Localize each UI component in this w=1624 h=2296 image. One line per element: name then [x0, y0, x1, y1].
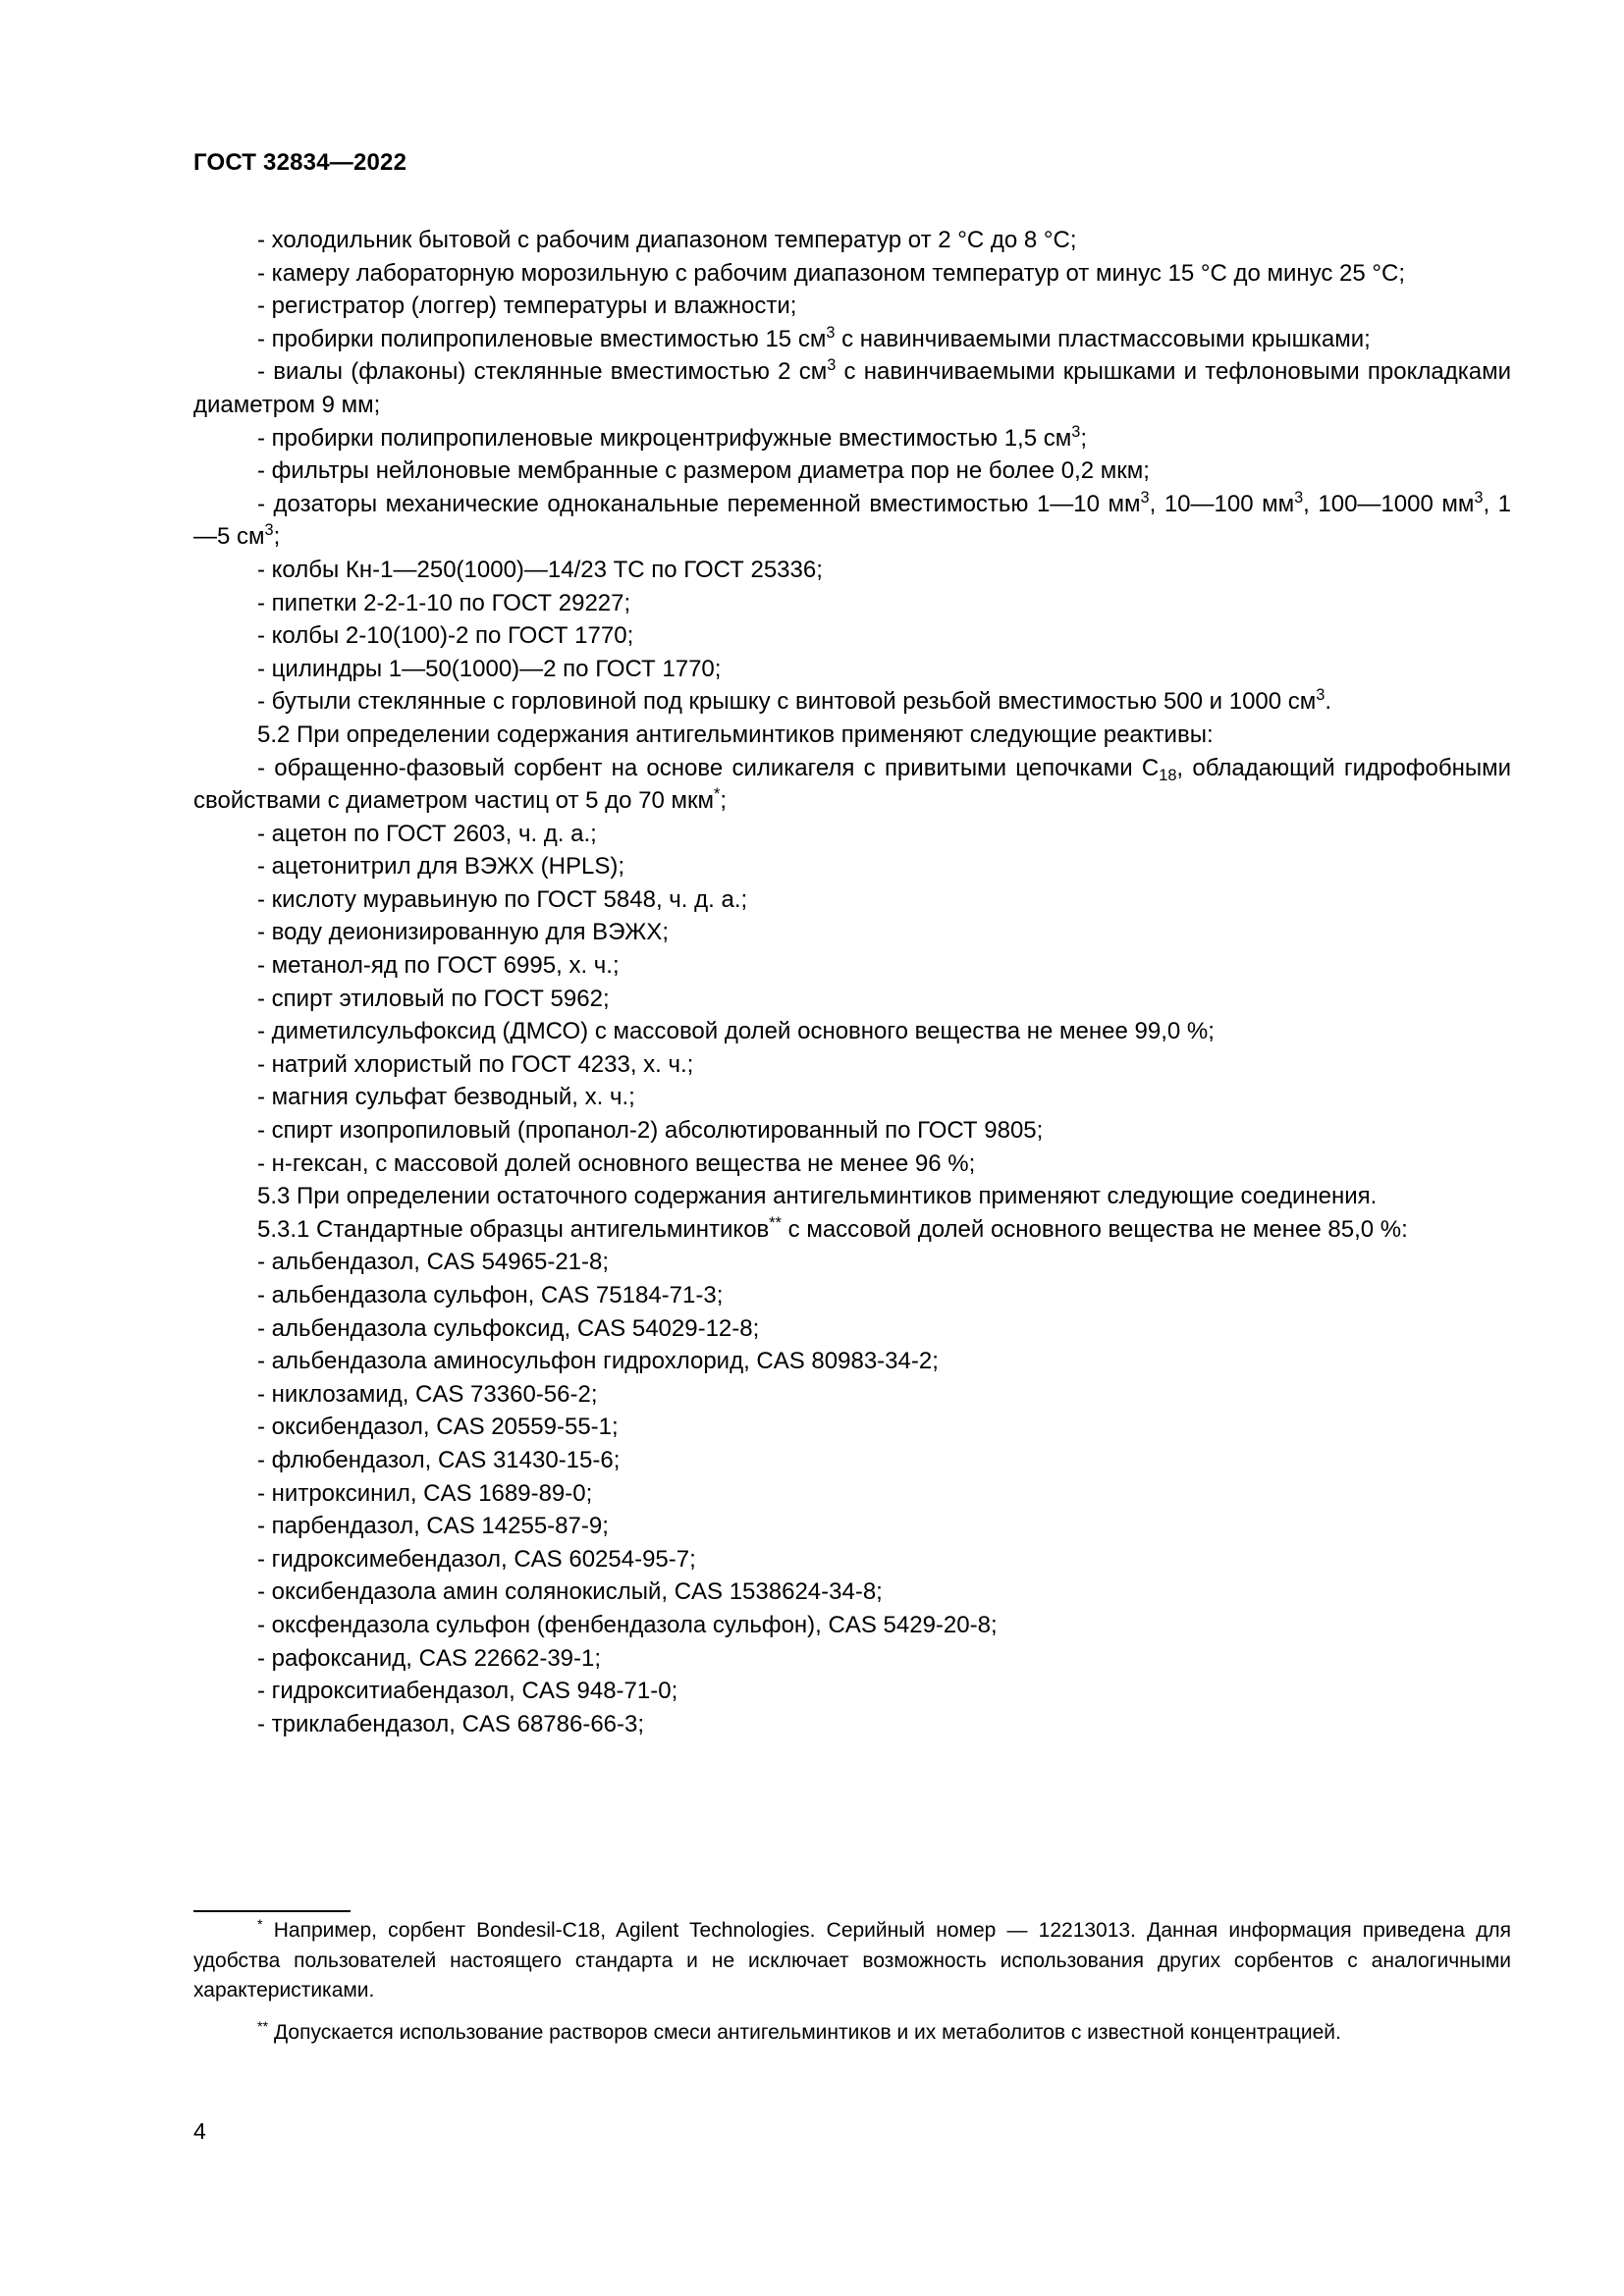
footnote-1: * Например, сорбент Bondesil-C18, Agilent Technologies. Серийный номер — 12213013. Данная информация приведена для удобства пользователей настоящего стандарта и не исключает возможность использования других сорбентов с аналогичными характеристиками.: [193, 1917, 1511, 2002]
standard-item: - гидрокситиабендазол, CAS 948-71-0;: [257, 1678, 678, 1705]
reagent-item: - ацетон по ГОСТ 2603, ч. д. а.;: [257, 820, 597, 847]
standard-item: - триклабендазол, CAS 68786-66-3;: [257, 1710, 645, 1737]
standard-item: - нитроксинил, CAS 1689-89-0;: [257, 1479, 593, 1507]
footnote-divider: [193, 1910, 351, 1912]
reagent-item: - спирт изопропиловый (пропанол-2) абсолютированный по ГОСТ 9805;: [257, 1117, 1044, 1145]
equipment-item-filters: - фильтры нейлоновые мембранные с размером диаметра пор не более 0,2 мкм;: [257, 457, 1150, 485]
document-body: [193, 224, 1511, 1740]
standard-item: - парбендазол, CAS 14255-87-9;: [257, 1513, 609, 1540]
equipment-item: - цилиндры 1—50(1000)—2 по ГОСТ 1770;: [257, 655, 722, 682]
section-5-2-heading: 5.2 При определении содержания антигельминтиков применяют следующие реактивы:: [257, 721, 1214, 748]
standard-item: - альбендазола сульфон, CAS 75184-71-3;: [257, 1282, 724, 1308]
standard-item: - оксибендазол, CAS 20559-55-1;: [257, 1414, 619, 1441]
equipment-item-micro-tubes: - пробирки полипропиленовые микроцентрифужные вместимостью 1,5 $см^3$;: [257, 422, 1087, 452]
section-5-3-1-heading: 5.3.1 Стандартные образцы антигельминтиков** с массовой долей основного вещества не менее 85,0 %:: [257, 1213, 1408, 1243]
reagent-item: - н-гексан, с массовой долей основного вещества не менее 96 %;: [257, 1149, 976, 1177]
equipment-item-dosers: - дозаторы механические одноканальные переменной вместимостью 1—10 $мм^3$, 10—100 $мм^3$, 100—1000 $мм^3$, 1—5 $см^3$;: [193, 488, 1511, 551]
standard-item: - альбендазола сульфоксид, CAS 54029-12-8;: [257, 1314, 760, 1342]
standard-item: - флюбендазол, CAS 31430-15-6;: [257, 1446, 621, 1473]
equipment-item: - пипетки 2-2-1-10 по ГОСТ 29227;: [257, 589, 631, 616]
section-5-3-heading: 5.3 При определении остаточного содержания антигельминтиков применяют следующие соединения.: [257, 1183, 1378, 1210]
equipment-item-vials: - виалы (флаконы) стеклянные вместимостью 2 $см^3$ с навинчиваемыми крышками и тефлоновыми прокладками диаметром 9 мм;: [193, 356, 1511, 418]
reagent-item: - магния сульфат безводный, х. ч.;: [257, 1084, 635, 1111]
equipment-item: - регистратор (логгер) температуры и влажности;: [257, 293, 797, 320]
reagent-item: - кислоту муравьиную по ГОСТ 5848, ч. д. а.;: [257, 885, 748, 913]
reagent-item: - диметилсульфоксид (ДМСО) с массовой долей основного вещества не менее 99,0 %;: [257, 1018, 1215, 1045]
reagent-item: - воду деионизированную для ВЭЖХ;: [257, 919, 669, 946]
standard-item: - альбендазол, CAS 54965-21-8;: [257, 1249, 610, 1276]
standard-item: - гидроксимебендазол, CAS 60254-95-7;: [257, 1545, 696, 1573]
equipment-item-tubes: - пробирки полипропиленовые вместимостью 15 $см^3$ с навинчиваемыми пластмассовыми крышками;: [257, 323, 1371, 352]
equipment-item: - камеру лабораторную морозильную с рабочим диапазоном температур от минус 15 °С до минус 25 °С;: [257, 259, 1406, 287]
reagent-item: - метанол-яд по ГОСТ 6995, х. ч.;: [257, 952, 620, 980]
standard-item: - альбендазола аминосульфон гидрохлорид, CAS 80983-34-2;: [257, 1348, 939, 1375]
equipment-item: - колбы Кн-1—250(1000)—14/23 ТС по ГОСТ 25336;: [257, 556, 823, 583]
reagent-item: - ацетонитрил для ВЭЖХ (HPLS);: [257, 853, 625, 881]
equipment-item-bottles: - бутыли стеклянные с горловиной под крышку с винтовой резьбой вместимостью 500 и 1000 $см^3$.: [257, 686, 1332, 716]
standard-item: - рафоксанид, CAS 22662-39-1;: [257, 1644, 602, 1672]
equipment-item: - холодильник бытовой с рабочим диапазоном температур от 2 °С до 8 °С;: [257, 227, 1077, 253]
footnotes: [193, 1916, 1511, 2059]
reagent-item: - натрий хлористый по ГОСТ 4233, х. ч.;: [257, 1050, 694, 1078]
equipment-item: - колбы 2-10(100)-2 по ГОСТ 1770;: [257, 622, 634, 650]
standard-item: - никлозамид, CAS 73360-56-2;: [257, 1380, 598, 1408]
standard-item: - оксфендазола сульфон (фенбендазола сульфон), CAS 5429-20-8;: [257, 1611, 998, 1638]
standard-item: - оксибендазола амин солянокислый, CAS 1538624-34-8;: [257, 1578, 883, 1606]
reagent-item-sorbent: - обращенно-фазовый сорбент на основе силикагеля с привитыми цепочками $С_{18}$, обладающий гидрофобными свойствами с диаметром частиц от 5 до 70 мкм*;: [193, 754, 1511, 815]
standard-header: ГОСТ 32834—2022: [193, 149, 407, 176]
reagent-item: - спирт этиловый по ГОСТ 5962;: [257, 985, 610, 1012]
footnote-2: ** Допускается использование растворов смеси антигельминтиков и их метаболитов с известной концентрацией.: [257, 2018, 1341, 2044]
page-number: 4: [193, 2118, 206, 2144]
